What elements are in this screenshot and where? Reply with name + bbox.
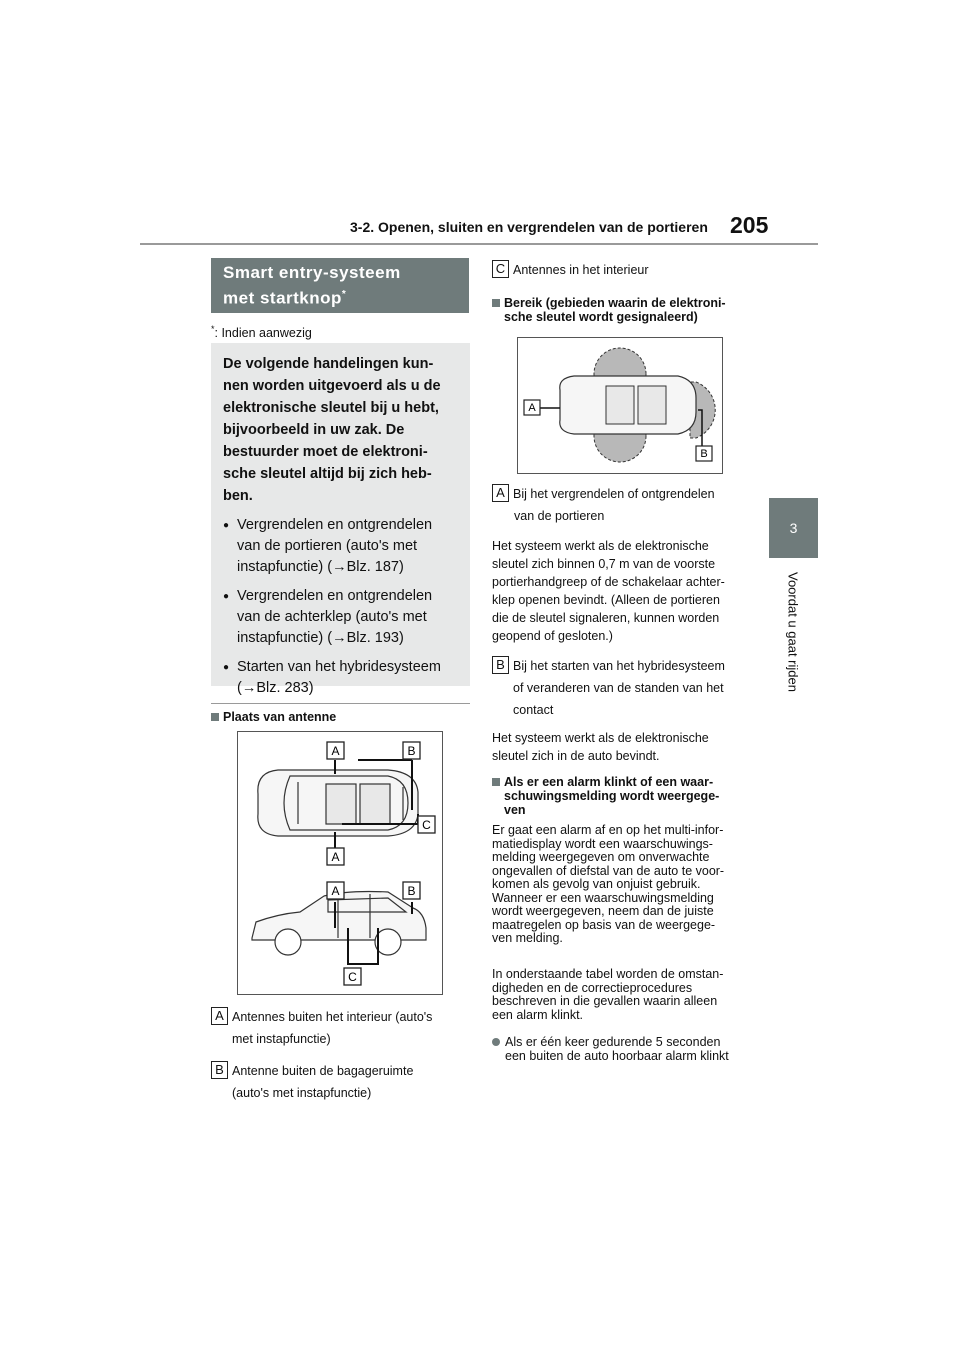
chapter-tab: 3 <box>769 498 818 558</box>
diagram-label-a-bottom <box>327 848 344 865</box>
legend-c <box>492 260 509 278</box>
footnote-text: : Indien aanwezig <box>214 326 312 341</box>
antenna-location-diagram <box>237 731 443 995</box>
section-divider <box>211 703 470 704</box>
svg-text:A: A <box>528 402 536 414</box>
car-antenna-illustration <box>238 732 441 993</box>
chapter-label-text: Voordat u gaat rijden <box>785 572 801 692</box>
subhead-alarm: Als er een alarm klinkt of een waar- schuwingsmelding wordt weergege- ven <box>492 775 719 817</box>
subhead-range: Bereik (gebieden waarin de elektroni- sche sleutel wordt gesignaleerd) <box>492 296 726 324</box>
footnote-mark: * <box>211 324 215 334</box>
page-number: 205 <box>730 212 769 238</box>
footnote <box>211 324 312 340</box>
legend-a <box>211 1007 228 1025</box>
paragraph-range-b: Het systeem werkt als de elektronische sleutel zich in de auto bevindt. <box>492 731 709 763</box>
range-diagram <box>517 337 723 474</box>
info-box-item: ● Vergrendelen en ontgrendelen van de achterklep (auto's met instapfunctie) (→Blz. 193) <box>223 586 458 649</box>
chapter-label <box>753 572 833 722</box>
svg-text:A: A <box>331 884 340 898</box>
header-rule <box>140 243 818 245</box>
section-title-mark: * <box>341 289 347 300</box>
item-b-text: Bij het starten van het hybridesysteem of veranderen van de standen van het contact <box>513 659 725 717</box>
section-title-line2: met startknop* <box>223 288 347 308</box>
item-a <box>492 484 509 502</box>
diagram-label-b-top <box>403 742 420 759</box>
diagram-label-a-side <box>327 882 344 899</box>
subhead-antenna-location: Plaats van antenne <box>211 710 336 724</box>
diagram-label-b-side <box>403 882 420 899</box>
running-header-title: 3-2. Openen, sluiten en vergrendelen van de portieren <box>350 219 708 235</box>
legend-b <box>211 1061 228 1079</box>
svg-text:B: B <box>407 744 416 758</box>
info-box-intro: De volgende handelingen kun-nen worden uitgevoerd als u de elektronische sleutel bij u hebt, bijvoorbeeld in uw zak. De bestuurder moet de elektroni-sche sleutel altijd bij zich heb-ben. <box>223 356 441 504</box>
legend-c-text: Antennes in het interieur <box>513 263 649 277</box>
diagram-label-c-top <box>418 816 435 833</box>
legend-letter: A <box>211 1007 228 1025</box>
square-bullet-icon <box>211 713 219 721</box>
range-label-a <box>524 400 540 415</box>
detection-range-illustration <box>518 338 721 472</box>
square-bullet-icon <box>492 299 500 307</box>
square-bullet-icon <box>492 778 500 786</box>
svg-text:C: C <box>422 818 431 832</box>
diagram-label-a-top <box>327 742 344 759</box>
legend-a-text: Antennes buiten het interieur (auto's met instapfunctie) <box>232 1010 433 1046</box>
svg-text:A: A <box>331 850 340 864</box>
bullet-icon: ● <box>223 520 230 531</box>
info-box-item: ● Starten van het hybridesysteem (→Blz. 283) <box>223 657 458 699</box>
range-label-b <box>696 446 712 461</box>
legend-letter: C <box>492 260 509 278</box>
item-b <box>492 656 509 674</box>
section-title-line1: Smart entry-systeem <box>223 263 401 282</box>
svg-text:C: C <box>348 970 357 984</box>
legend-b-text: Antenne buiten de bagageruimte (auto's met instapfunctie) <box>232 1064 414 1100</box>
section-title <box>211 258 469 313</box>
alarm-bullet: Als er één keer gedurende 5 seconden een buiten de auto hoorbaar alarm klinkt <box>492 1036 729 1063</box>
diagram-label-c-side <box>344 968 361 985</box>
svg-text:A: A <box>331 744 340 758</box>
round-bullet-icon <box>492 1038 500 1046</box>
paragraph-alarm-1: Er gaat een alarm af en op het multi-infor- matiedisplay wordt een waarschuwings- melding weergegeven om onverwachte ongevallen of diefstal van de auto te voor- komen als gevolg van onjuist gebruik. Wanneer er een waarschuwingsmelding wordt weergegeven, neem dan de juiste maatregelen op basis van de weergege- ven melding. <box>492 823 725 945</box>
item-a-text: Bij het vergrendelen of ontgrendelen van de portieren <box>513 487 715 523</box>
paragraph-range-a: Het systeem werkt als de elektronische sleutel zich binnen 0,7 m van de voorste portierhandgreep of de schakelaar achter- klep openen bevindt. (Alleen de portieren die de sleutel signaleren, kunnen worden geopend of gesloten.) <box>492 539 725 643</box>
info-box-item: ● Vergrendelen en ontgrendelen van de portieren (auto's met instapfunctie) (→Blz. 187) <box>223 515 458 578</box>
paragraph-alarm-2: In onderstaande tabel worden de omstan- digheden en de correctieprocedures beschreven in die gevallen waarin alleen een alarm klinkt. <box>492 967 724 1022</box>
legend-letter: B <box>492 656 509 674</box>
info-box <box>211 343 470 696</box>
legend-letter: A <box>492 484 509 502</box>
svg-text:B: B <box>700 448 708 460</box>
bullet-icon: ● <box>223 662 230 673</box>
bullet-icon: ● <box>223 591 230 602</box>
svg-text:B: B <box>407 884 416 898</box>
legend-letter: B <box>211 1061 228 1079</box>
